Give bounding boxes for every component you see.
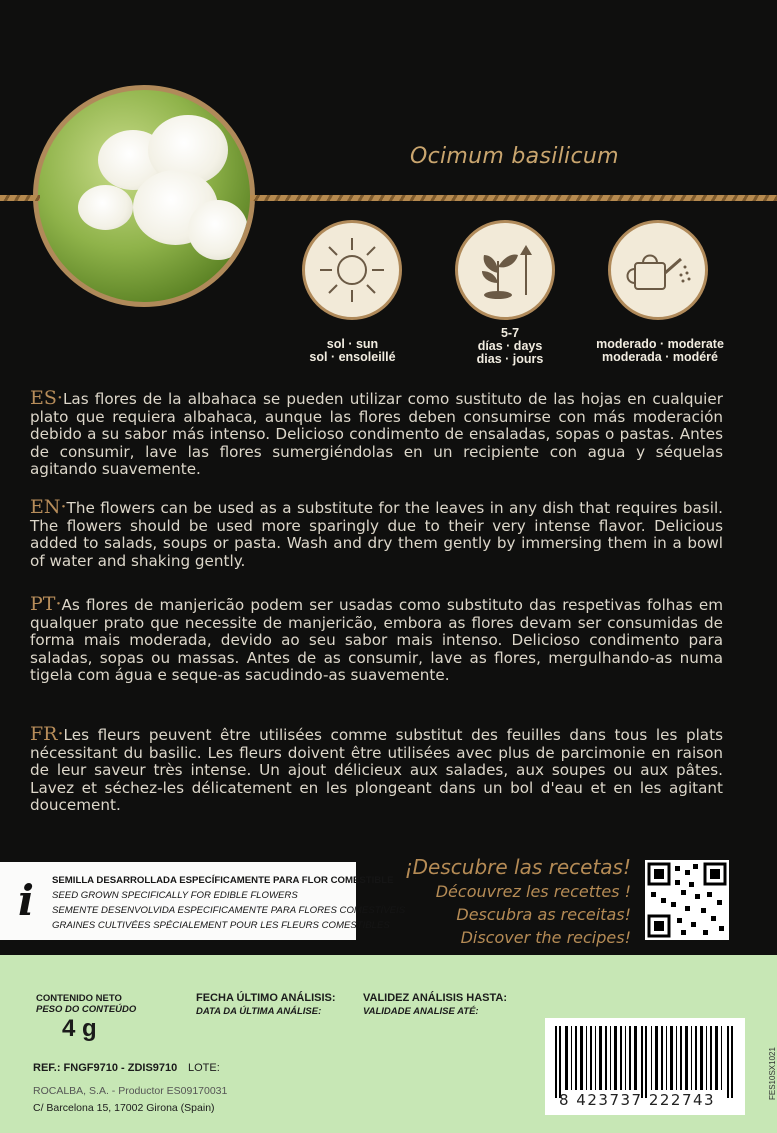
qr-code-icon[interactable] xyxy=(645,860,729,940)
paragraph-pt-text: As flores de manjericão podem ser usadas como substituto das respetivas folhas em qualquer prato que necessite de manjericão, embora as flores devam ser consumidas de forma mais moderada, devido ao seu sabor mais intenso. Delicioso condimento para saladas, sopas ou massas. Antes de as consumir, lave as flores, mergulhando-as numa tigela com água e seque-as sacudindo-as suavemente. xyxy=(30,596,723,684)
barcode xyxy=(545,1018,745,1115)
address-line: C/ Barcelona 15, 17002 Girona (Spain) xyxy=(33,1102,215,1114)
paragraph-en-text: The flowers can be used as a substitute for the leaves in any dish that requires basil. The flowers should be used more sparingly due to their very intense flavor. Delicious added to salads, soups or pasta. Wash and dry them gently by immersing them in a bowl of water and shaking gently. xyxy=(30,499,723,570)
recipes-es: ¡Descubre las recetas! xyxy=(404,855,631,879)
paragraph-es xyxy=(30,387,723,479)
validity-label: VALIDEZ ANÁLISIS HASTA: xyxy=(363,992,508,1004)
water-label: moderado · moderate moderada · modéré xyxy=(596,337,724,364)
paragraph-fr-text: Les fleurs peuvent être utilisées comme substitut des feuilles dans tous les plats nécessitant du basilic. Les fleurs doivent être utilisées avec plus de parcimonie en raison de leur saveur très intense. Un ajout délicieux aux salades, aux soupes ou aux pâtes. Lavez et séchez-les délicatement en les plongeant dans un bol d'eau et en les agitant doucement. xyxy=(30,726,723,814)
info-icon: i xyxy=(18,876,34,925)
sun-icon xyxy=(302,220,402,320)
recipes-pt: Descubra as receitas! xyxy=(456,905,631,924)
info-line-pt: SEMENTE DESENVOLVIDA ESPECIFICAMENTE PARA FLORES COMESTÍVEIS xyxy=(52,905,406,916)
rope-divider xyxy=(0,195,40,201)
watering-can-icon xyxy=(608,220,708,320)
recipes-fr: Découvrez les recettes ! xyxy=(435,882,631,901)
info-line-es: SEMILLA DESARROLLADA ESPECÍFICAMENTE PARA FLOR COMESTIBLE xyxy=(52,875,394,886)
language-code-en: EN· xyxy=(30,496,67,518)
recipes-en: Discover the recipes! xyxy=(460,928,631,947)
producer-line: ROCALBA, S.A. - Productor ES09170031 xyxy=(33,1085,228,1097)
species-name: Ocimum basilicum xyxy=(410,144,619,169)
language-code-pt: PT· xyxy=(30,593,62,615)
paragraph-es-text: Las flores de la albahaca se pueden utilizar como sustituto de las hojas en cualquier plato que requiera albahaca, aunque las flores deben consumirse con más moderación debido a su sabor más intenso. Delicioso condimento de ensaladas, sopas o pastas. Antes de consumir, lave las flores sumergiéndolas en un recipiente con agua y séquelas agitando suavemente. xyxy=(30,390,723,478)
language-code-fr: FR· xyxy=(30,723,64,745)
vertical-code: FES10SX1021 xyxy=(768,1047,777,1100)
net-content-label-pt: PESO DO CONTEÚDO xyxy=(36,1004,137,1015)
sun-label: sol · sun sol · ensoleillé xyxy=(309,337,396,364)
rope-divider xyxy=(250,195,777,201)
barcode-number: 8 423737 222743 xyxy=(559,1091,716,1109)
reference-code: REF.: FNGF9710 - ZDIS9710 xyxy=(33,1062,178,1074)
paragraph-pt xyxy=(30,593,723,685)
analysis-date-label-pt: DATA DA ÚLTIMA ANÁLISE: xyxy=(196,1006,322,1017)
language-code-es: ES· xyxy=(30,387,63,409)
sprout-growth-icon xyxy=(455,220,555,320)
net-content-value: 4 g xyxy=(62,1015,97,1042)
basil-flower-photo xyxy=(33,85,255,307)
days-label: 5-7 días · days dias · jours xyxy=(476,326,544,366)
analysis-date-label: FECHA ÚLTIMO ANÁLISIS: xyxy=(196,992,336,1004)
info-line-en: SEED GROWN SPECIFICALLY FOR EDIBLE FLOWERS xyxy=(52,890,298,901)
paragraph-en xyxy=(30,496,723,570)
net-content-label: CONTENIDO NETO xyxy=(36,993,122,1004)
validity-label-pt: VALIDADE ANALISE ATÉ: xyxy=(363,1006,479,1017)
info-line-fr: GRAINES CULTIVÉES SPÉCIALEMENT POUR LES FLEURS COMESTIBLES xyxy=(52,920,390,931)
lot-label: LOTE: xyxy=(188,1062,220,1074)
paragraph-fr xyxy=(30,723,723,815)
edible-flower-info-box xyxy=(0,862,406,940)
